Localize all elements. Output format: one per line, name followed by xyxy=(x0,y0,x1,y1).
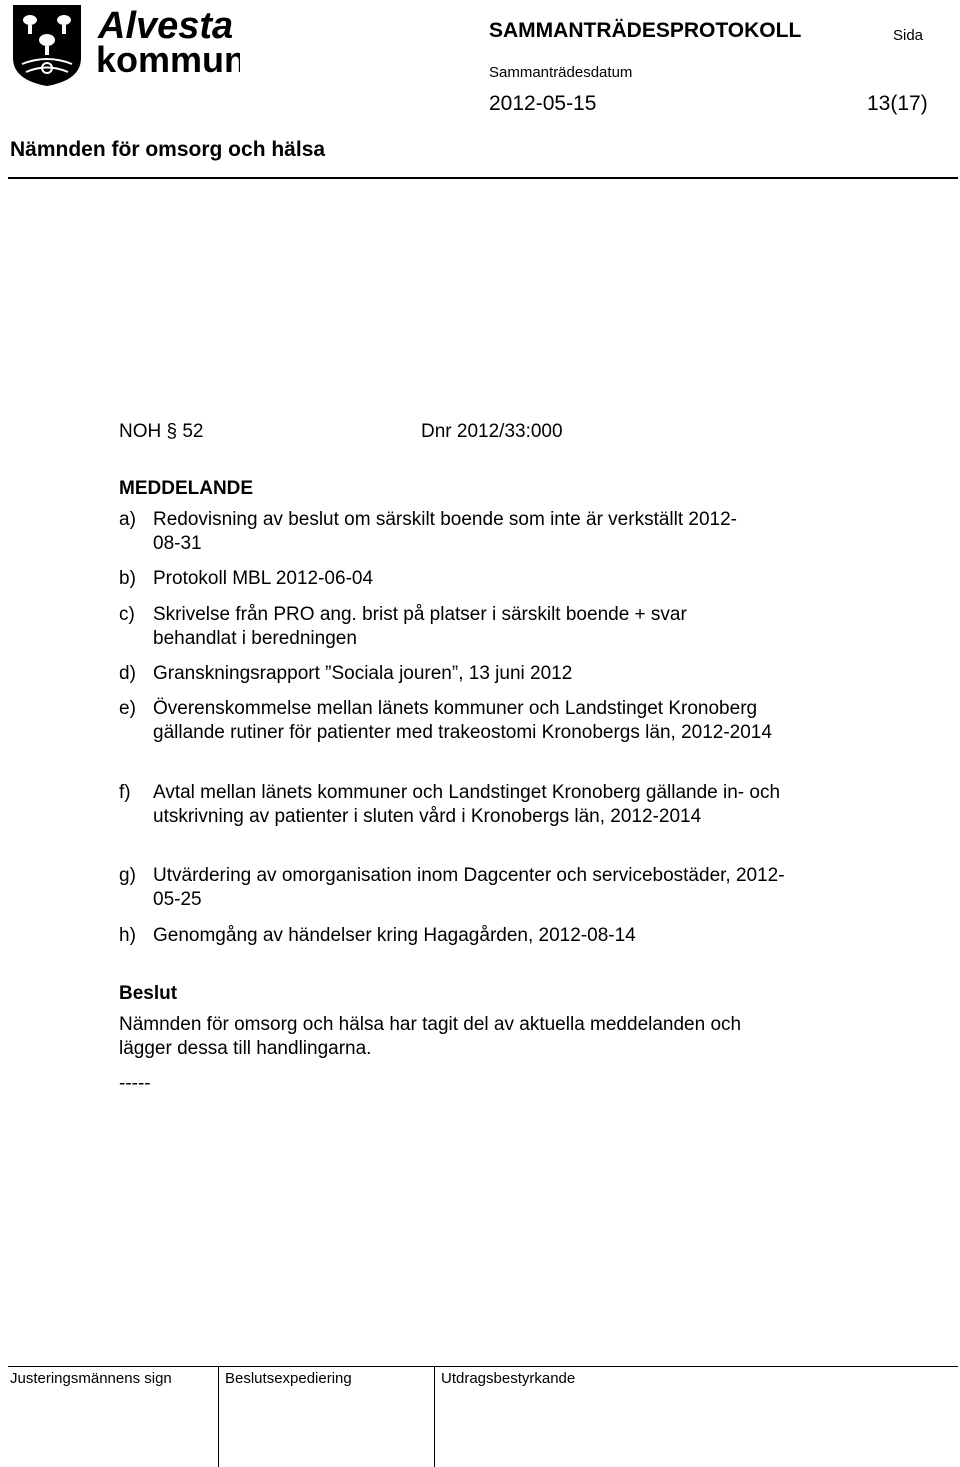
end-marker: ----- xyxy=(119,1073,151,1094)
list-item xyxy=(119,697,819,745)
case-diary-number: Dnr 2012/33:000 xyxy=(421,421,563,442)
footer-extract-certification: Utdragsbestyrkande xyxy=(441,1370,576,1387)
list-item-text: Genomgång av händelser kring Hagagården, 2012-08-14 xyxy=(153,925,636,946)
page-label: Sida xyxy=(893,27,924,44)
list-item-text: Avtal mellan länets kommuner och Landstinget Kronoberg gällande in- och utskrivning av patienter i sluten vård i Kronobergs län, 2012-2014 xyxy=(153,782,781,827)
list-item xyxy=(119,567,819,591)
case-paragraph-id: NOH § 52 xyxy=(119,421,204,442)
list-item-text: Granskningsrapport ”Sociala jouren”, 13 juni 2012 xyxy=(153,663,573,684)
list-item-text: Skrivelse från PRO ang. brist på platser i särskilt boende + svar behandlat i beredningen xyxy=(153,604,687,649)
header-divider xyxy=(8,177,958,179)
decision-text: Nämnden för omsorg och hälsa har tagit del av aktuella meddelanden och lägger dessa till handlingarna. xyxy=(119,1014,742,1059)
list-item xyxy=(119,781,819,829)
svg-text:kommun: kommun xyxy=(96,39,240,80)
list-item-letter: g) xyxy=(119,865,136,886)
list-item-letter: c) xyxy=(119,604,135,625)
list-item-text: Protokoll MBL 2012-06-04 xyxy=(153,568,374,589)
footer-column-divider xyxy=(434,1366,435,1467)
organization-logo xyxy=(10,2,240,88)
list-item xyxy=(119,603,819,651)
list-item-letter: d) xyxy=(119,663,136,684)
list-item-letter: e) xyxy=(119,698,136,719)
footer-adjusters-signature: Justeringsmännens sign xyxy=(10,1370,172,1387)
footer-column-divider xyxy=(218,1366,219,1467)
section-heading: MEDDELANDE xyxy=(119,478,254,499)
committee-name: Nämnden för omsorg och hälsa xyxy=(10,138,326,161)
meeting-date-label: Sammanträdesdatum xyxy=(489,64,633,81)
decision-heading: Beslut xyxy=(119,983,178,1004)
list-item-letter: h) xyxy=(119,925,136,946)
list-item-text: Överenskommelse mellan länets kommuner och Landstinget Kronoberg gällande rutiner för patienter med trakeostomi Kronobergs län, 2012-2014 xyxy=(153,698,772,743)
footer-decision-dispatch: Beslutsexpediering xyxy=(225,1370,352,1387)
document-title: SAMMANTRÄDESPROTOKOLL xyxy=(489,19,802,42)
page-number: 13(17) xyxy=(867,92,928,115)
meeting-date: 2012-05-15 xyxy=(489,92,597,115)
svg-text:Alvesta: Alvesta xyxy=(98,5,234,47)
list-item-letter: b) xyxy=(119,568,136,589)
list-item xyxy=(119,864,819,912)
list-item xyxy=(119,508,819,556)
coat-of-arms-icon xyxy=(10,2,240,88)
list-item xyxy=(119,662,819,686)
list-item-text: Utvärdering av omorganisation inom Dagcenter och servicebostäder, 2012-05-25 xyxy=(153,865,785,910)
list-item xyxy=(119,924,819,948)
list-item-letter: a) xyxy=(119,509,136,530)
list-item-letter: f) xyxy=(119,782,131,803)
footer-divider xyxy=(8,1366,958,1367)
list-item-text: Redovisning av beslut om särskilt boende som inte är verkställt 2012-08-31 xyxy=(153,509,738,554)
